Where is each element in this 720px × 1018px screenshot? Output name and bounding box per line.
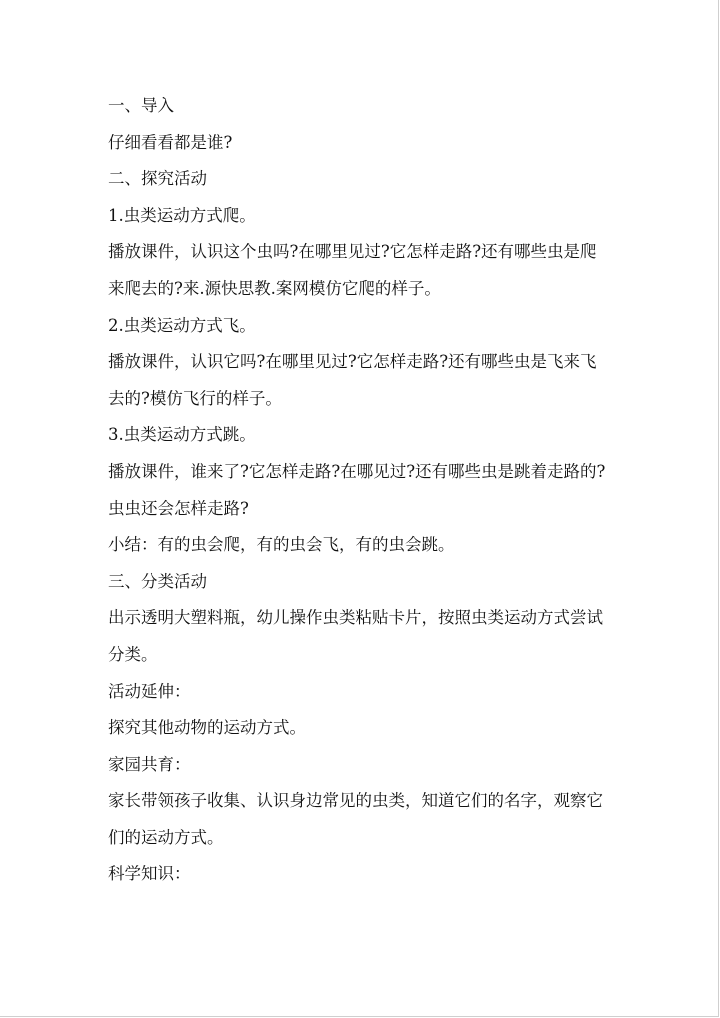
subheading-home: 家园共育： xyxy=(108,754,191,774)
paragraph-line: 去的?模仿飞行的样子。 xyxy=(108,388,282,408)
paragraph-line: 分类。 xyxy=(108,644,158,664)
subheading-science: 科学知识： xyxy=(108,864,191,884)
paragraph-line: 播放课件，认识它吗?在哪里见过?它怎样走路?还有哪些虫是飞来飞 xyxy=(108,352,597,372)
paragraph-line: 家长带领孩子收集、认识身边常见的虫类，知道它们的名字，观察它 xyxy=(108,791,603,811)
paragraph-line: 探究其他动物的运动方式。 xyxy=(108,718,306,738)
summary-line: 小结：有的虫会爬，有的虫会飞，有的虫会跳。 xyxy=(108,535,455,555)
paragraph-line: 们的运动方式。 xyxy=(108,827,224,847)
subheading-fly: 2.虫类运动方式飞。 xyxy=(108,315,256,335)
paragraph-line: 仔细看看都是谁? xyxy=(108,132,233,152)
paragraph-line: 来爬去的?来.源快思教.案网模仿它爬的样子。 xyxy=(108,278,441,298)
subheading-crawl: 1.虫类运动方式爬。 xyxy=(108,205,256,225)
section-heading-intro: 一、导入 xyxy=(108,96,174,115)
paragraph-line: 虫虫还会怎样走路? xyxy=(108,498,249,518)
subheading-jump: 3.虫类运动方式跳。 xyxy=(108,425,256,445)
paragraph-line: 播放课件，认识这个虫吗?在哪里见过?它怎样走路?还有哪些虫是爬 xyxy=(108,242,597,262)
paragraph-line: 播放课件，谁来了?它怎样走路?在哪见过?还有哪些虫是跳着走路的? xyxy=(108,461,606,481)
section-heading-explore: 二、探究活动 xyxy=(108,169,207,189)
subheading-extension: 活动延伸： xyxy=(108,681,191,701)
document-body xyxy=(108,92,616,897)
section-heading-classify: 三、分类活动 xyxy=(108,571,207,591)
paragraph-line: 出示透明大塑料瓶，幼儿操作虫类粘贴卡片，按照虫类运动方式尝试 xyxy=(108,608,603,628)
